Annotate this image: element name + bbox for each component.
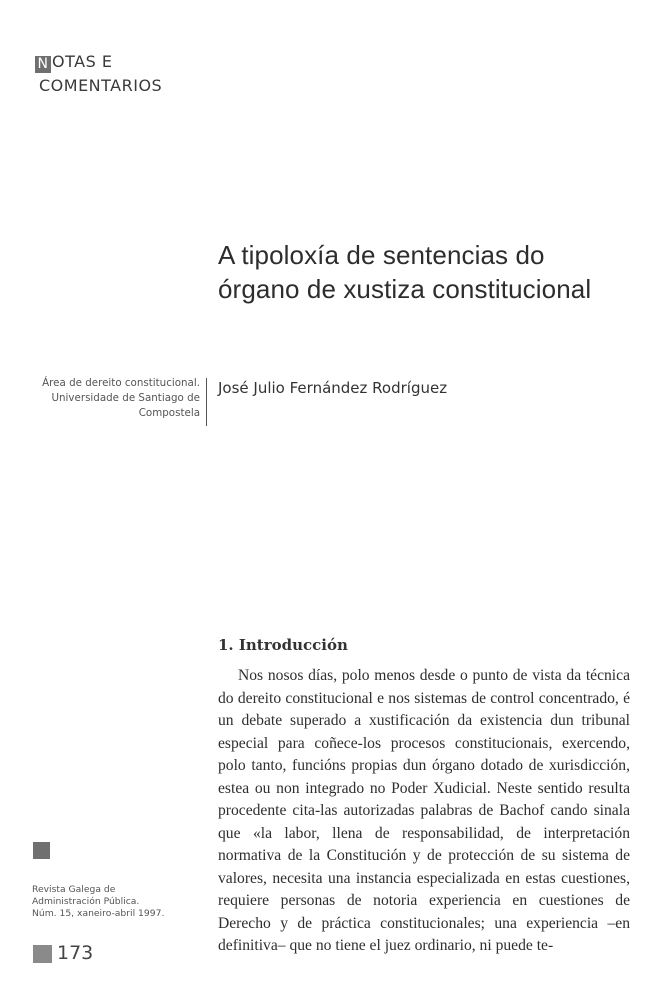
title-line1: A tipoloxía de sentencias do	[218, 240, 545, 270]
body-paragraph: Nos nosos días, polo menos desde o punto de vista da técnica do dereito constitucional e nos sistemas de control concentrado, é un debate superado a xustificación da existencia dun tribunal especial para coñece-los procesos constitucionais, exercendo, polo tanto, funcións propias dun órgano dotado de xurisdicción, estea ou non integrado no Poder Xudicial. Neste sentido resulta procedente cita-las autorizadas palabras de Bachof cando sinala que «la labor, llena de responsabilidad, de interpretación normativa de la Constitución y de protección de su sistema de valores, necesita una instancia especializada en estas cuestiones, requiere personas de notoria experiencia en cuestiones de Derecho y de práctica constitucionales; una experiencia –en definitiva– que no tiene el juez ordinario, ni puede te-	[218, 667, 630, 954]
affiliation	[20, 376, 200, 421]
section-tag-text1: OTAS E	[52, 52, 113, 71]
title-line2: órgano de xustiza constitucional	[218, 274, 592, 304]
section-heading: 1. Introducción	[218, 636, 348, 654]
journal-line3: Núm. 15, xaneiro-abril 1997.	[32, 908, 165, 919]
page-number-box	[33, 945, 52, 963]
affiliation-line1: Área de dereito constitucional.	[42, 377, 200, 389]
journal-info	[32, 884, 212, 920]
section-tag-text2: OMENTARIOS	[50, 76, 163, 95]
journal-line2: Administración Pública.	[32, 896, 140, 907]
journal-line1: Revista Galega de	[32, 884, 116, 895]
author-name: José Julio Fernández Rodríguez	[218, 379, 448, 397]
section-tag	[35, 50, 235, 98]
section-tag-line1	[35, 50, 235, 74]
affiliation-line3: Compostela	[138, 407, 200, 419]
section-tag-line2	[39, 74, 235, 98]
page-number: 173	[57, 942, 94, 964]
section-initial-box: N	[35, 56, 51, 73]
gray-square-marker	[33, 842, 50, 859]
affiliation-divider	[206, 378, 207, 426]
affiliation-line2: Universidade de Santiago de	[51, 392, 200, 404]
section-initial2: C	[39, 76, 51, 95]
article-title	[218, 238, 638, 306]
